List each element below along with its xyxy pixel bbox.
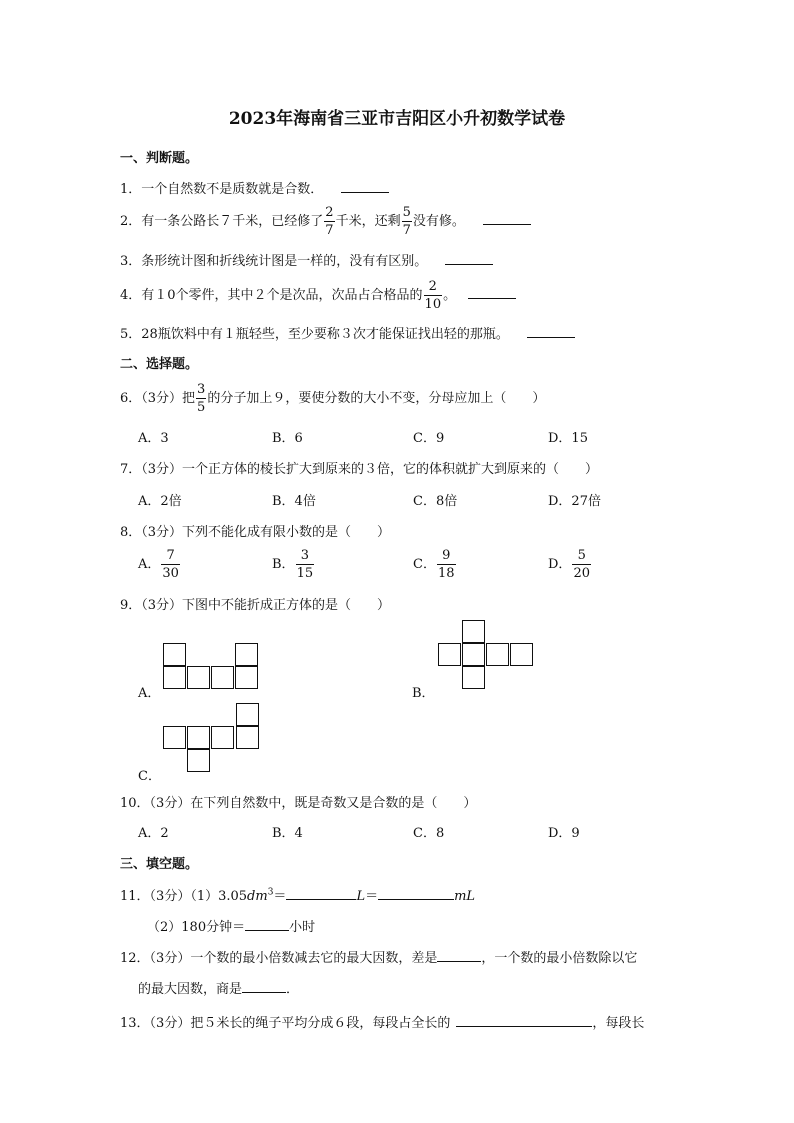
option-b[interactable]: B． [412, 686, 435, 701]
fraction-denominator: 15 [296, 566, 314, 581]
question-13-text-b: ，每段长 [592, 1016, 645, 1031]
question-11-text-b: （2）180分钟＝ [147, 920, 246, 935]
page-title: 2023年海南省三亚市吉阳区小升初数学试卷 [228, 109, 566, 129]
question-4-text-b: 。 [443, 288, 457, 303]
net-square [486, 643, 509, 666]
question-2-text-c: 没有修。 [412, 214, 465, 229]
unit-ml: mL [454, 889, 476, 904]
option-a[interactable] [138, 549, 181, 580]
fraction-numerator: 3 [296, 549, 315, 565]
question-9: 9．（3分）下图中不能折成正方体的是（ ） [120, 598, 391, 613]
question-13 [120, 1012, 644, 1031]
section-heading-judgement: 一、判断题。 [120, 151, 199, 166]
fraction-numerator: 3 [197, 382, 206, 397]
answer-blank[interactable] [242, 978, 286, 993]
question-11-part-2 [147, 916, 315, 935]
option-label: D． [548, 557, 572, 572]
question-4 [120, 280, 516, 311]
question-6 [120, 383, 545, 414]
option-c[interactable] [413, 549, 457, 580]
question-12-line-1 [120, 947, 637, 966]
net-square [462, 666, 485, 689]
net-square [163, 726, 186, 749]
fraction-numerator: 7 [161, 549, 180, 565]
option-a[interactable]: A．2 [138, 826, 169, 841]
option-d[interactable]: D．9 [548, 826, 580, 841]
question-1 [120, 178, 389, 197]
option-label: C． [413, 557, 436, 572]
section-heading-fill: 三、填空题。 [120, 857, 199, 872]
equals-sign: ＝ [365, 889, 379, 904]
fraction-denominator: 18 [437, 566, 455, 581]
question-11-text-b2: 小时 [289, 920, 316, 935]
fraction [402, 206, 412, 237]
fraction-numerator: 2 [424, 280, 443, 296]
option-label: B． [272, 557, 295, 572]
fraction [424, 280, 443, 311]
fraction [572, 549, 591, 580]
question-12-text-b: 的最大因数，商是 [138, 982, 243, 997]
net-square [187, 726, 210, 749]
net-square [163, 666, 186, 689]
fraction [161, 549, 180, 580]
net-square [211, 666, 234, 689]
fraction-numerator: 5 [572, 549, 591, 565]
question-10: 10．（3分）在下列自然数中，既是奇数又是合数的是（ ） [120, 796, 477, 811]
question-8: 8．（3分）下列不能化成有限小数的是（ ） [120, 525, 391, 540]
option-b[interactable] [272, 549, 315, 580]
net-square [163, 643, 186, 666]
question-2-text-a: 2．有一条公路长７千米，已经修了 [120, 214, 324, 229]
answer-blank[interactable] [456, 1012, 592, 1027]
unit-exponent: 3 [267, 887, 274, 898]
question-12-text-a: 12．（3分）一个数的最小倍数减去它的最大因数，差是 [120, 951, 438, 966]
option-c[interactable]: C．9 [413, 431, 445, 446]
answer-blank[interactable] [437, 947, 481, 962]
question-11-text-a: 11．（3分）（1）3.05 [120, 889, 248, 904]
answer-blank[interactable] [468, 284, 516, 299]
question-13-text-a: 13．（3分）把５米长的绳子平均分成６段，每段占全长的 [120, 1016, 451, 1031]
cube-net-a [163, 643, 259, 691]
unit-dm: dm [247, 889, 268, 904]
option-c[interactable]: C． [138, 769, 161, 784]
net-square [187, 666, 210, 689]
answer-blank[interactable] [245, 916, 289, 931]
net-square [462, 643, 485, 666]
question-5 [120, 323, 575, 342]
net-square [235, 643, 258, 666]
fraction-denominator: 30 [162, 566, 179, 581]
unit-l: L [356, 889, 366, 904]
option-c[interactable]: C．8倍 [413, 494, 458, 509]
fraction [196, 383, 206, 414]
fraction-denominator: 5 [197, 400, 206, 415]
option-b[interactable]: B．6 [272, 431, 303, 446]
section-heading-choice: 二、选择题。 [120, 357, 199, 372]
cube-net-b [438, 620, 535, 691]
fraction [324, 206, 334, 237]
option-d[interactable] [548, 549, 592, 580]
answer-blank[interactable] [483, 210, 531, 225]
fraction-denominator: 7 [402, 223, 411, 238]
equals-sign: ＝ [273, 889, 287, 904]
question-11-part-1 [120, 885, 475, 904]
answer-blank[interactable] [527, 323, 575, 338]
net-square [235, 666, 258, 689]
fraction-denominator: 7 [325, 223, 334, 238]
option-a[interactable]: A．3 [138, 431, 169, 446]
option-b[interactable]: B．4 [272, 826, 303, 841]
net-square [462, 620, 485, 643]
question-12-text-a2: ，一个数的最小倍数除以它 [481, 951, 638, 966]
fraction-denominator: 20 [573, 566, 590, 581]
question-12-text-b2: ． [286, 982, 300, 997]
option-d[interactable]: D．27倍 [548, 494, 601, 509]
question-3-text: 3．条形统计图和折线统计图是一样的，没有有区别。 [120, 254, 428, 269]
question-6-text-b: 的分子加上９，要使分数的大小不变，分母应加上（ ） [207, 391, 546, 406]
net-square [510, 643, 533, 666]
net-square [236, 703, 259, 726]
option-b[interactable]: B．4倍 [272, 494, 316, 509]
option-a[interactable]: A．2倍 [138, 494, 182, 509]
net-square [438, 643, 461, 666]
question-12-line-2 [138, 978, 299, 997]
fraction-numerator: 9 [437, 549, 456, 565]
fraction-numerator: 5 [402, 205, 411, 220]
question-2 [120, 206, 531, 237]
question-3 [120, 250, 493, 269]
answer-blank[interactable] [445, 250, 493, 265]
question-1-text: 1．一个自然数不是质数就是合数． [120, 182, 324, 197]
option-a[interactable]: A． [138, 686, 161, 701]
fraction [296, 549, 315, 580]
fraction [437, 549, 456, 580]
net-square [187, 749, 210, 772]
option-label: A． [138, 557, 161, 572]
option-c[interactable]: C．8 [413, 826, 445, 841]
answer-blank[interactable] [286, 885, 356, 900]
question-4-text-a: 4．有１0个零件，其中２个是次品，次品占合格品的 [120, 288, 423, 303]
question-5-text: 5．28瓶饮料中有１瓶轻些，至少要称３次才能保证找出轻的那瓶。 [120, 327, 509, 342]
fraction-denominator: 10 [424, 297, 442, 312]
fraction-numerator: 2 [325, 205, 334, 220]
net-square [211, 726, 234, 749]
answer-blank[interactable] [341, 178, 389, 193]
cube-net-c [163, 703, 260, 774]
answer-blank[interactable] [378, 885, 454, 900]
option-d[interactable]: D．15 [548, 431, 588, 446]
question-7: 7．（3分）一个正方体的棱长扩大到原来的３倍，它的体积就扩大到原来的（ ） [120, 462, 599, 477]
question-2-text-b: 千米，还剩 [335, 214, 401, 229]
net-square [236, 726, 259, 749]
question-6-text-a: 6．（3分）把 [120, 391, 196, 406]
